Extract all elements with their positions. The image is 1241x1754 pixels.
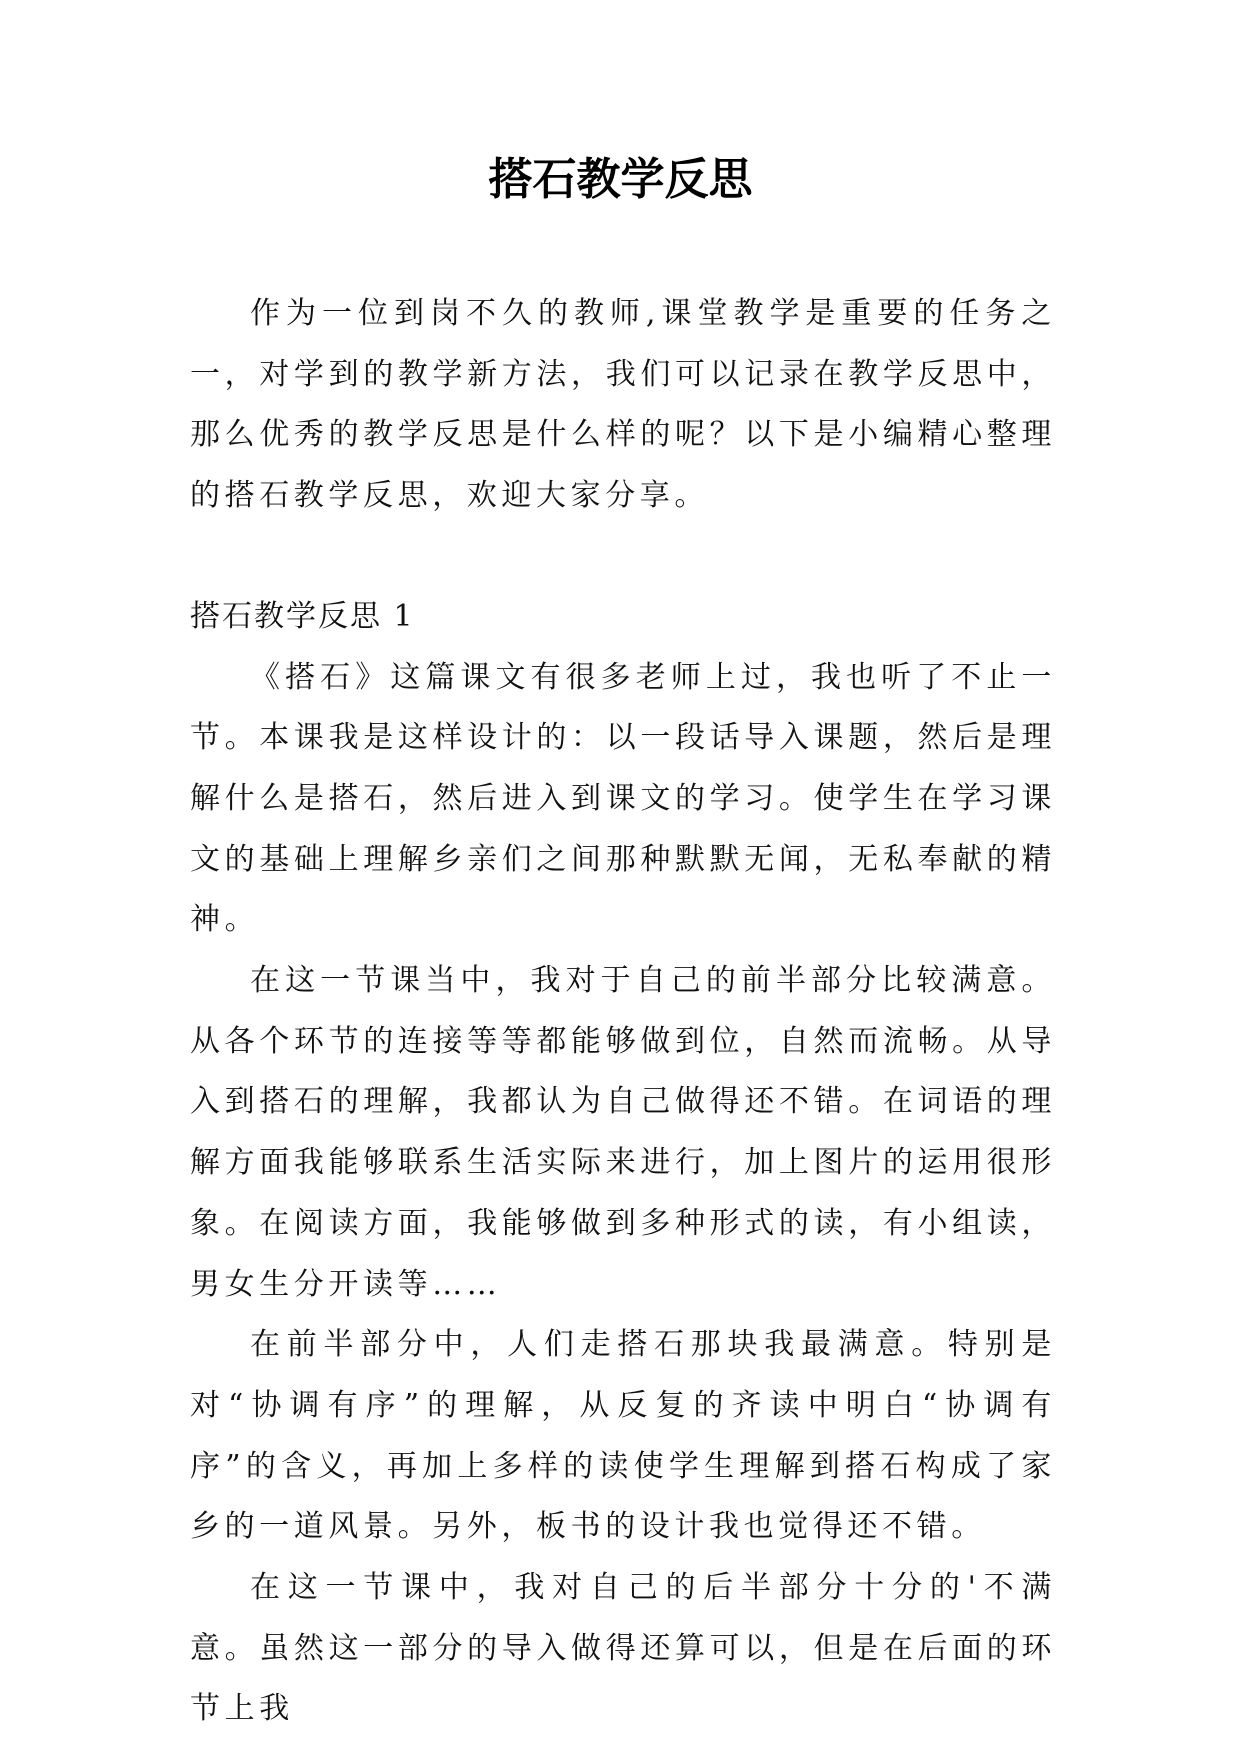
- section-heading: 搭石教学反思 1: [190, 598, 415, 634]
- body-paragraph-4: 在这一节课中，我对自己的后半部分十分的'不满意。虽然这一部分的导入做得还算可以，但是在后面的环节上我: [190, 1570, 1056, 1727]
- body-paragraph-1: 《搭石》这篇课文有很多老师上过，我也听了不止一节。本课我是这样设计的：以一段话导入课题，然后是理解什么是搭石，然后进入到课文的学习。使学生在学习课文的基础上理解乡亲们之间那种默默无闻，无私奉献的精神。: [190, 659, 1056, 938]
- document-body: [190, 284, 1056, 1740]
- document-title: 搭石教学反思: [488, 154, 753, 205]
- body-paragraph-3: 在前半部分中，人们走搭石那块我最满意。特别是对“协调有序”的理解，从反复的齐读中明白“协调有序”的含义，再加上多样的读使学生理解到搭石构成了家乡的一道风景。另外，板书的设计我也觉得还不错。: [190, 1327, 1056, 1545]
- section-spacer: [190, 527, 1056, 587]
- intro-paragraph: 作为一位到岗不久的教师,课堂教学是重要的任务之一，对学到的教学新方法，我们可以记录在教学反思中，那么优秀的教学反思是什么样的呢？以下是小编精心整理的搭石教学反思，欢迎大家分享。: [190, 296, 1056, 514]
- body-paragraph-2: 在这一节课当中，我对于自己的前半部分比较满意。从各个环节的连接等等都能够做到位，自然而流畅。从导入到搭石的理解，我都认为自己做得还不错。在词语的理解方面我能够联系生活实际来进行，加上图片的运用很形象。在阅读方面，我能够做到多种形式的读，有小组读，男女生分开读等……: [190, 963, 1056, 1302]
